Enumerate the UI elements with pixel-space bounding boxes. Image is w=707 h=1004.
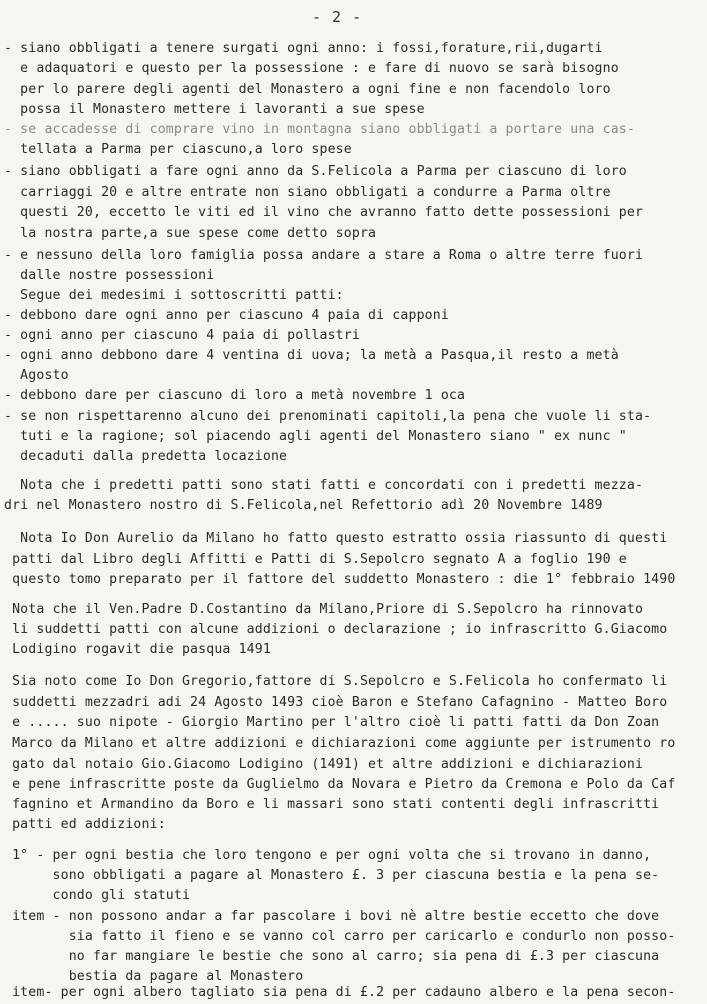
text-line: la nostra parte,a sue spese come detto sopra: [4, 226, 377, 241]
note-line: dri nel Monastero nostro di S.Felicola,nel Refettorio adì 20 Novembre 1489: [4, 498, 603, 513]
list-item-line: item- per ogni albero tagliato sia pena di £.2 per cadauno albero e la pena secon-: [4, 985, 676, 1000]
note-line: fagnino et Armandino da Boro e li massari sono stati contenti degli infrascritti: [4, 797, 660, 812]
note-line: Nota che i predetti patti sono stati fatti e concordati con i predetti mezza-: [4, 478, 644, 493]
text-line: e adaquatori e questo per la possessione : e fare di nuovo se sarà bisogno: [4, 61, 619, 76]
text-line: Segue dei medesimi i sottoscritti patti:: [4, 288, 344, 303]
text-line: dalle nostre possessioni: [4, 268, 215, 283]
text-line: Agosto: [4, 368, 69, 383]
note-line: suddetti mezzadri adi 24 Agosto 1493 cioè Baron e Stefano Cafagnino - Matteo Boro: [4, 695, 668, 710]
text-line: - se accadesse di comprare vino in montagna siano obbligati a portare una cas-: [4, 122, 635, 137]
text-line: per lo parere degli agenti del Monastero a ogni fine e non facendolo loro: [4, 82, 611, 97]
list-item-line: item - non possono andar a far pascolare i bovi nè altre bestie eccetto che dove: [4, 909, 660, 924]
note-line: Sia noto come Io Don Gregorio,fattore di S.Sepolcro e S.Felicola ho confermato li: [4, 674, 668, 689]
text-line: tuti e la ragione; sol piacendo agli agenti del Monastero siano " ex nunc ": [4, 429, 627, 444]
note-line: Lodigino rogavit die pasqua 1491: [4, 642, 271, 657]
text-line: - e nessuno della loro famiglia possa andare a stare a Roma o altre terre fuori: [4, 248, 644, 263]
note-line: Nota che il Ven.Padre D.Costantino da Milano,Priore di S.Sepolcro ha rinnovato: [4, 602, 644, 617]
text-line: questi 20, eccetto le viti ed il vino che avranno fatto dette possessioni per: [4, 205, 644, 220]
text-line: - ogni anno debbono dare 4 ventina di uova; la metà a Pasqua,il resto a metà: [4, 348, 619, 363]
note-line: e ..... suo nipote - Giorgio Martino per l'altro cioè li patti fatti da Don Zoan: [4, 715, 660, 730]
note-line: e pene infrascritte poste da Guglielmo da Novara e Pietro da Cremona e Polo da Caf: [4, 777, 676, 792]
list-item-line: sia fatto il fieno e se vanno col carro per caricarlo e condurlo non posso-: [4, 929, 676, 944]
text-line: - siano obbligati a fare ogni anno da S.Felicola a Parma per ciascuno di loro: [4, 164, 627, 179]
note-line: patti dal Libro degli Affitti e Patti di S.Sepolcro segnato A a foglio 190 e: [4, 552, 627, 567]
text-line: - ogni anno per ciascuno 4 paia di pollastri: [4, 328, 360, 343]
list-item-line: bestia da pagare al Monastero: [4, 969, 304, 984]
text-line: - siano obbligati a tenere surgati ogni anno: i fossi,forature,rii,dugarti: [4, 41, 603, 56]
list-item-line: 1° - per ogni bestia che loro tengono e per ogni volta che si trovano in danno,: [4, 848, 652, 863]
page-number: - 2 -: [312, 8, 363, 26]
note-line: Nota Io Don Aurelio da Milano ho fatto questo estratto ossia riassunto di questi: [4, 531, 668, 546]
note-line: gato dal notaio Gio.Giacomo Lodigino (1491) et altre addizioni e dichiarazioni: [4, 757, 644, 772]
text-line: - se non rispettarenno alcuno dei prenominati capitoli,la pena che vuole li sta-: [4, 409, 652, 424]
note-line: li suddetti patti con alcune addizioni o declarazione ; io infrascritto G.Giacomo: [4, 622, 668, 637]
text-line: decaduti dalla predetta locazione: [4, 449, 288, 464]
text-line: possa il Monastero mettere i lavoranti a sue spese: [4, 102, 425, 117]
note-line: patti ed addizioni:: [4, 817, 166, 832]
list-item-line: sono obbligati a pagare al Monastero £. 3 per ciascuna bestia e la pena se-: [4, 868, 660, 883]
text-line: tellata a Parma per ciascuno,a loro spese: [4, 142, 352, 157]
text-line: - debbono dare ogni anno per ciascuno 4 paia di capponi: [4, 308, 449, 323]
text-line: - debbono dare per ciascuno di loro a metà novembre 1 oca: [4, 388, 466, 403]
note-line: Marco da Milano et altre addizioni e dichiarazioni come aggiunte per istrumento ro: [4, 736, 676, 751]
list-item-line: condo gli statuti: [4, 888, 191, 903]
note-line: questo tomo preparato per il fattore del suddetto Monastero : die 1° febbraio 1490: [4, 572, 676, 587]
text-line: carriaggi 20 e altre entrate non siano obbligati a condurre a Parma oltre: [4, 185, 611, 200]
list-item-line: no far mangiare le bestie che sono al carro; sia pena di £.3 per ciascuna: [4, 949, 660, 964]
